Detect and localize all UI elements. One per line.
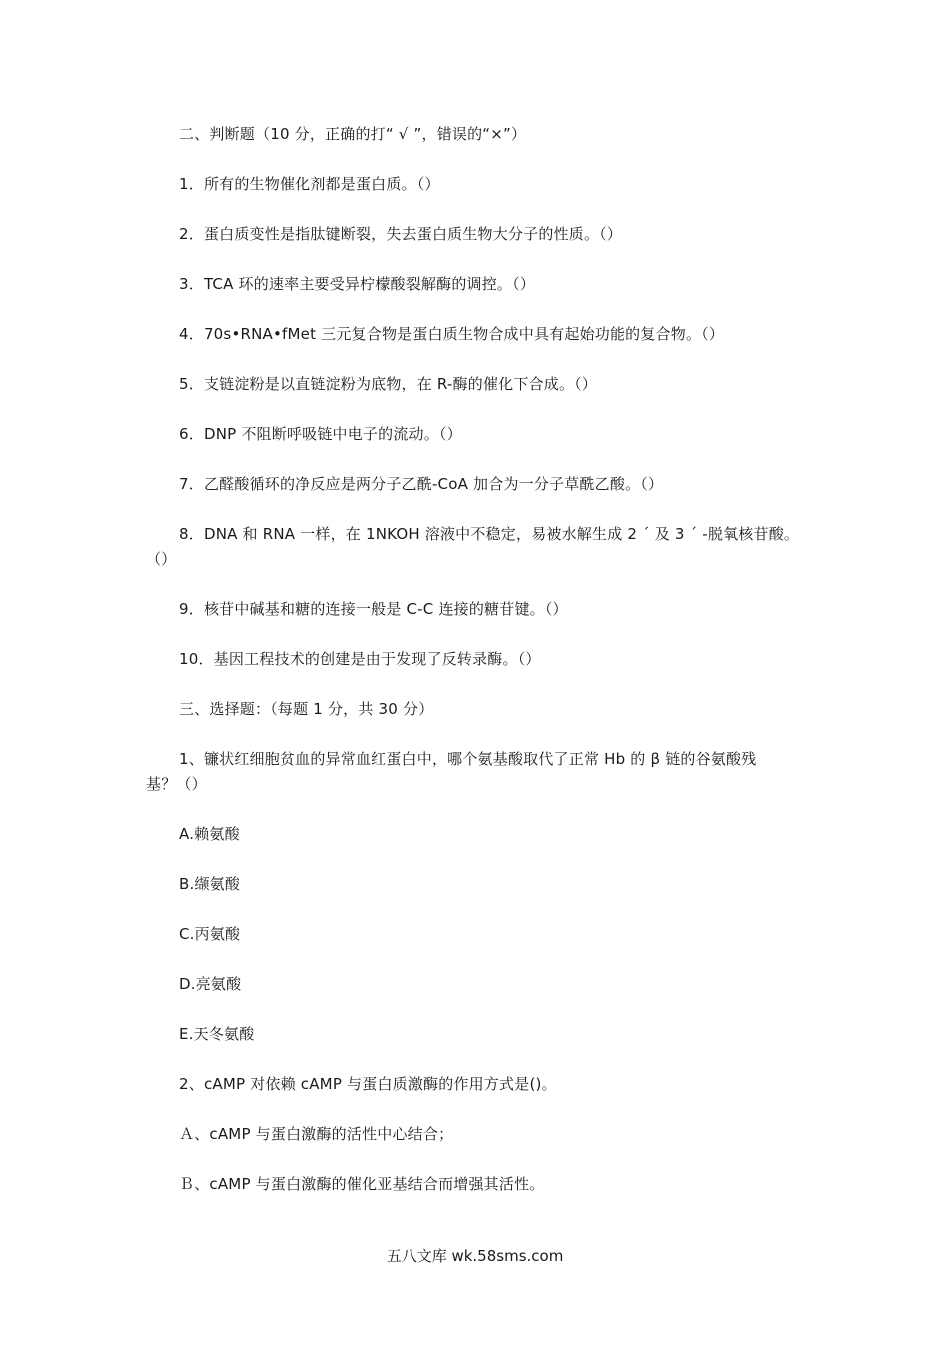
- judgment-item-9: 9．核苷中碱基和糖的连接一般是 C-C 连接的糖苷键。（）: [179, 600, 568, 618]
- judgment-item-8: 8．DNA 和 RNA 一样，在 1NKOH 溶液中不稳定，易被水解生成 2 ´ 及 3 ´ -脱氧核苷酸。: [179, 525, 800, 543]
- judgment-item-10: 10．基因工程技术的创建是由于发现了反转录酶。（）: [179, 650, 541, 668]
- choice-q1-option-d: D.亮氨酸: [179, 975, 242, 993]
- choice-q1-option-e: E.天冬氨酸: [179, 1025, 255, 1043]
- choice-q2-option-b: Ｂ、cAMP 与蛋白激酶的催化亚基结合而增强其活性。: [179, 1175, 545, 1193]
- judgment-item-8-continuation: （）: [146, 550, 177, 568]
- page-footer-watermark: 五八文库 wk.58sms.com: [386, 1247, 564, 1265]
- choice-q2-stem: 2、cAMP 对依赖 cAMP 与蛋白质激酶的作用方式是()。: [179, 1075, 557, 1093]
- choice-q2-option-a: Ａ、cAMP 与蛋白激酶的活性中心结合；: [179, 1125, 454, 1143]
- judgment-item-7: 7．乙醛酸循环的净反应是两分子乙酰-CoA 加合为一分子草酰乙酸。（）: [179, 475, 664, 493]
- choice-q1-stem: 1、镰状红细胞贫血的异常血红蛋白中，哪个氨基酸取代了正常 Hb 的 β 链的谷氨酸残: [179, 750, 757, 768]
- choice-q1-option-c: C.丙氨酸: [179, 925, 241, 943]
- choice-q1-stem-continuation: 基？（）: [146, 775, 207, 793]
- judgment-item-4: 4．70s•RNA•fMet 三元复合物是蛋白质生物合成中具有起始功能的复合物。（）: [179, 325, 725, 343]
- judgment-item-6: 6．DNP 不阻断呼吸链中电子的流动。（）: [179, 425, 462, 443]
- judgment-item-2: 2．蛋白质变性是指肽键断裂，失去蛋白质生物大分子的性质。（）: [179, 225, 623, 243]
- judgment-item-1: 1．所有的生物催化剂都是蛋白质。（）: [179, 175, 440, 193]
- section-3-heading: 三、选择题：（每题 1 分，共 30 分）: [179, 700, 434, 718]
- choice-q1-option-a: A.赖氨酸: [179, 825, 240, 843]
- judgment-item-5: 5．支链淀粉是以直链淀粉为底物，在 R-酶的催化下合成。（）: [179, 375, 598, 393]
- section-2-heading: 二、判断题（10 分，正确的打“ √ ”，错误的“×”）: [179, 125, 527, 143]
- judgment-item-3: 3．TCA 环的速率主要受异柠檬酸裂解酶的调控。（）: [179, 275, 536, 293]
- choice-q1-option-b: B.缬氨酸: [179, 875, 241, 893]
